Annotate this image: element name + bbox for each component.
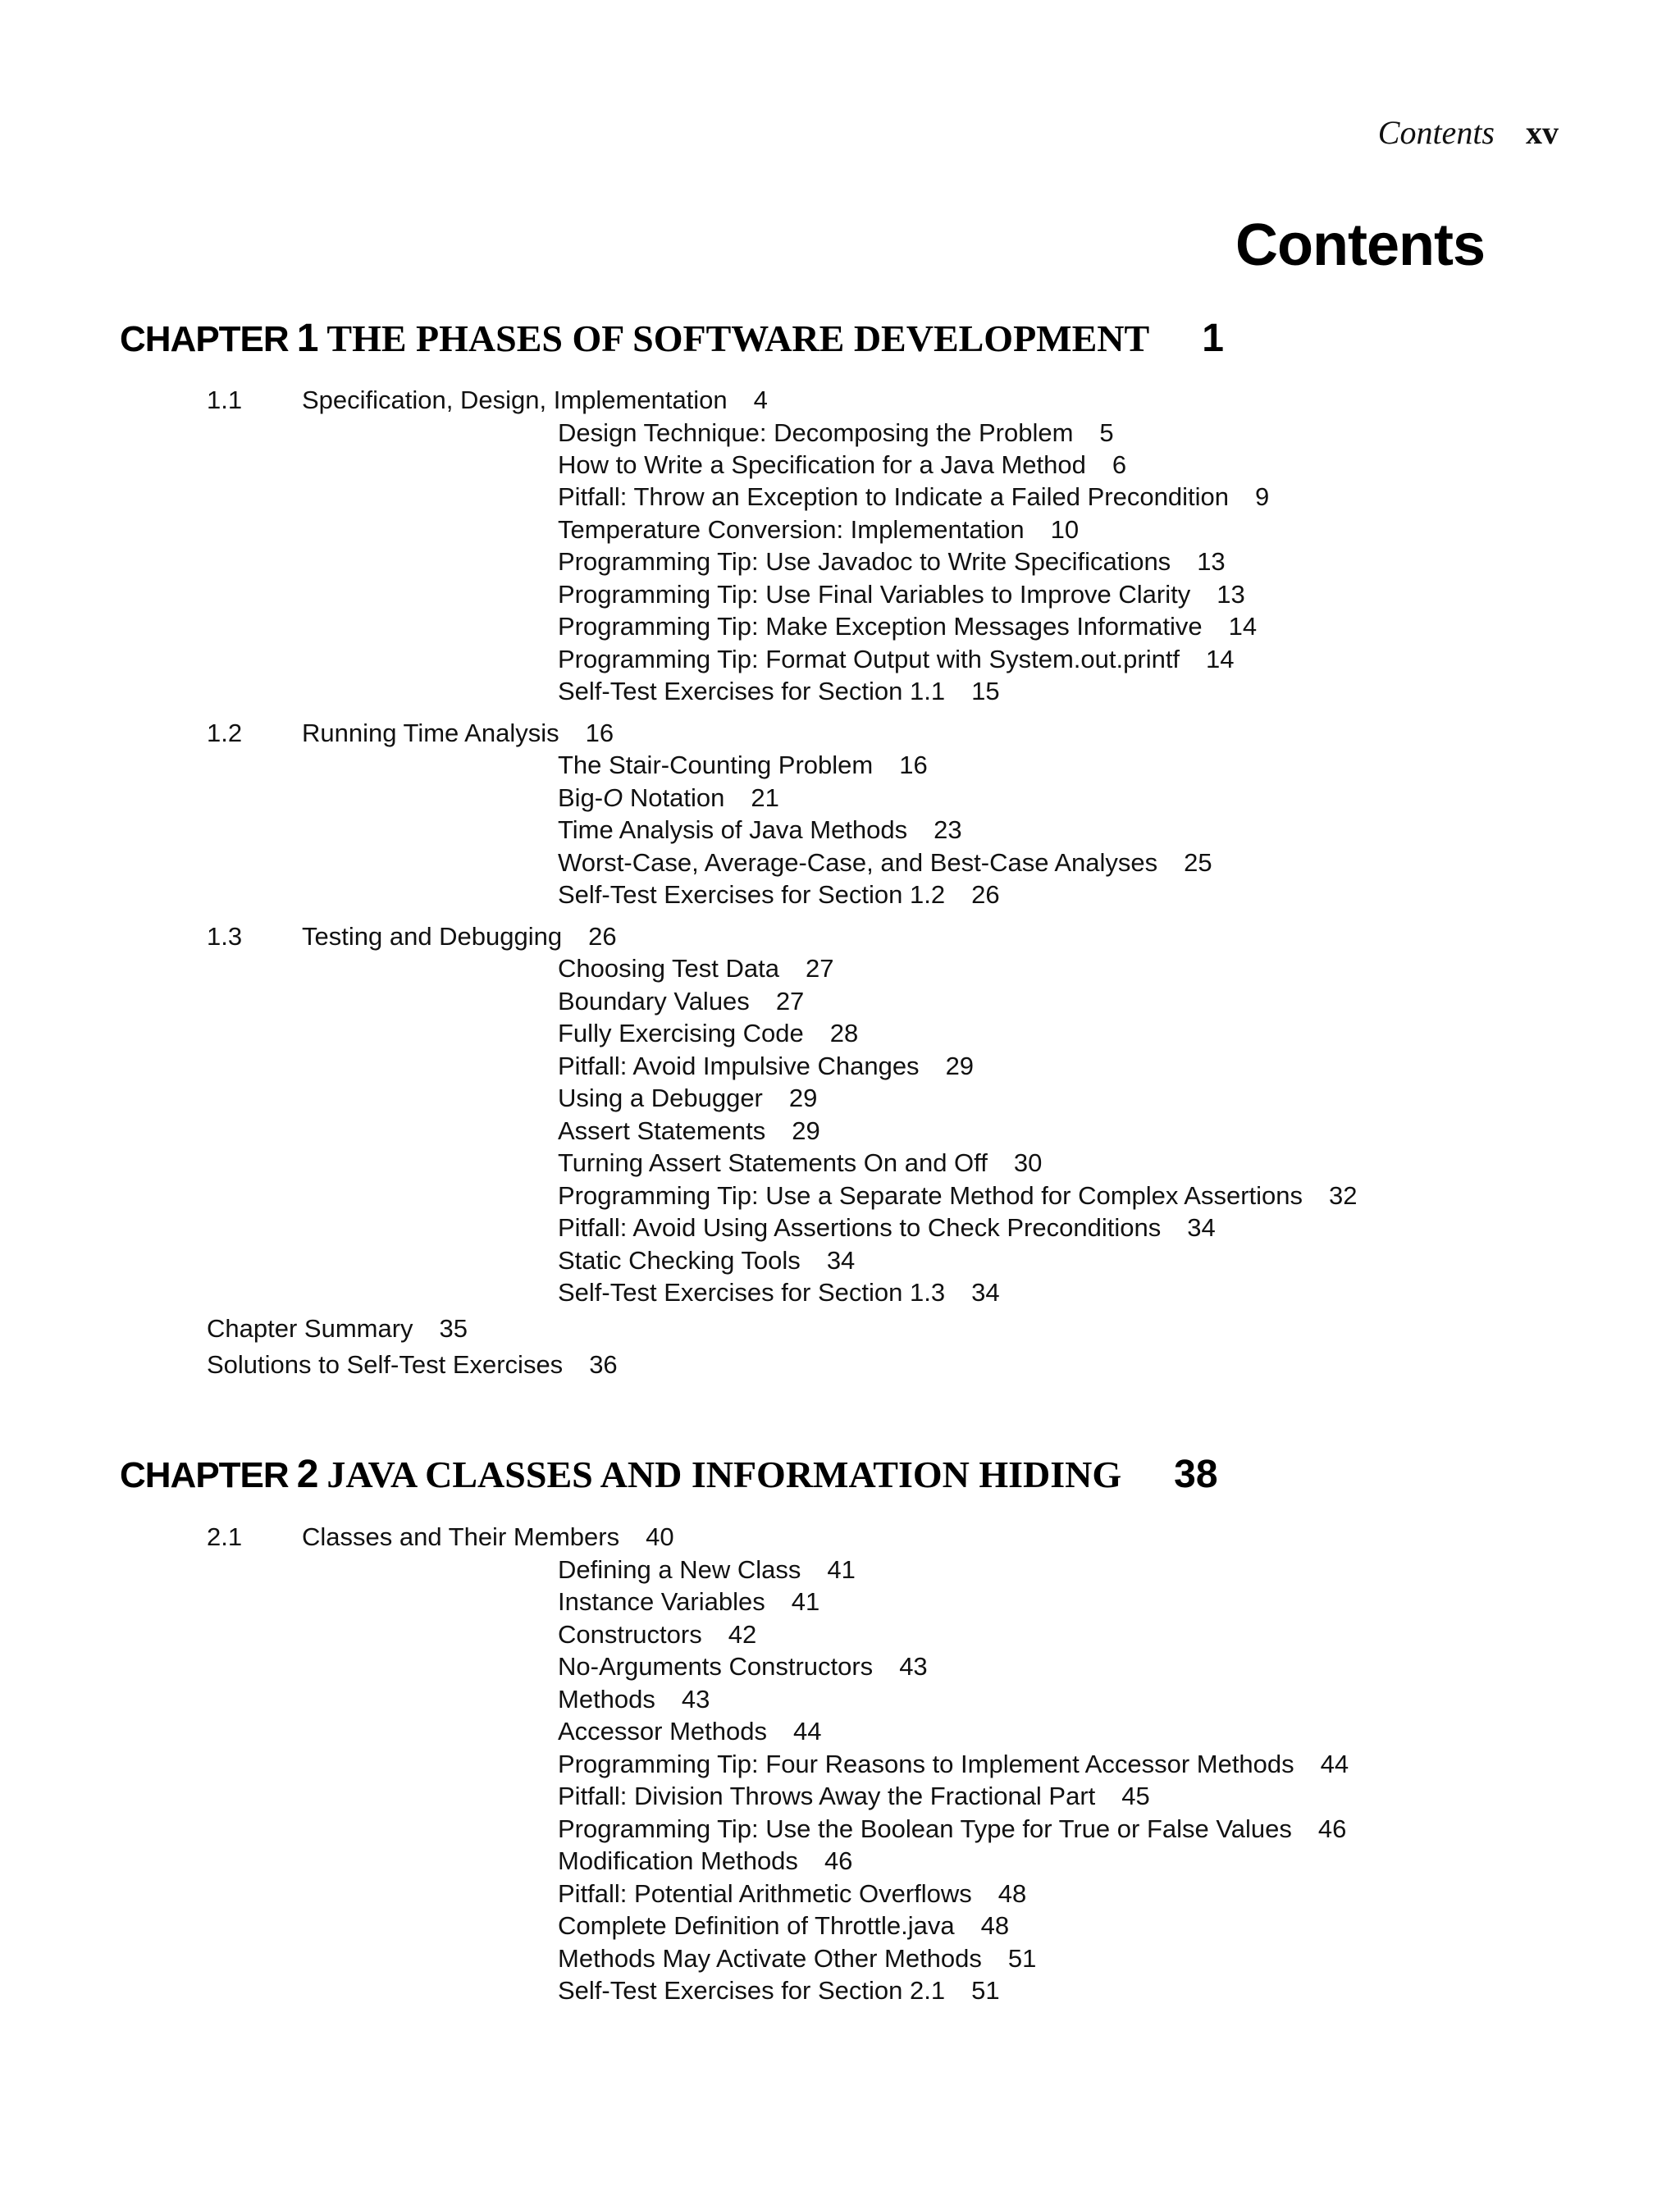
subentry-title: Big-O Notation — [558, 783, 725, 812]
subentry-page: 16 — [899, 751, 928, 779]
subentry-title: Methods — [558, 1685, 655, 1714]
subentry-title: Programming Tip: Make Exception Messages Informative — [558, 612, 1203, 641]
subentry-page: 45 — [1121, 1782, 1150, 1810]
subentry-page: 43 — [681, 1685, 710, 1714]
subentry-page: 23 — [934, 815, 962, 844]
section-title-with-page — [302, 386, 768, 415]
running-head — [1378, 113, 1559, 152]
subentry-title: Design Technique: Decomposing the Problem — [558, 418, 1074, 447]
subentry-title: Time Analysis of Java Methods — [558, 815, 908, 844]
entry-title: Chapter Summary — [207, 1314, 413, 1343]
subentry-page: 46 — [1317, 1814, 1347, 1843]
subentry-title: Self-Test Exercises for Section 1.1 — [558, 677, 946, 705]
subentry-title: Modification Methods — [558, 1846, 798, 1875]
subentry-page: 14 — [1228, 612, 1258, 641]
chapter-page: 1 — [1202, 317, 1224, 360]
subentry-title: Methods May Activate Other Methods — [558, 1944, 982, 1973]
subentry-page: 21 — [751, 783, 779, 812]
entry-page: 36 — [589, 1350, 618, 1379]
chapter-heading[interactable] — [120, 1452, 1218, 1497]
subentry-page: 42 — [728, 1620, 757, 1649]
section-title: Running Time Analysis — [302, 719, 559, 747]
section-page: 40 — [646, 1522, 674, 1551]
section-page: 26 — [588, 922, 617, 951]
subentry-title: Using a Debugger — [558, 1084, 763, 1112]
subentry-title: Constructors — [558, 1620, 702, 1649]
section-title: Classes and Their Members — [302, 1522, 620, 1551]
subentry-title: Self-Test Exercises for Section 1.2 — [558, 880, 946, 909]
subentry-page: 44 — [793, 1717, 822, 1746]
subentry-title: Temperature Conversion: Implementation — [558, 515, 1025, 544]
subentry-title: No-Arguments Constructors — [558, 1652, 874, 1681]
subentry-page: 43 — [899, 1652, 928, 1681]
subentry-title: Complete Definition of Throttle.java — [558, 1911, 955, 1940]
subentry-page: 34 — [1187, 1213, 1216, 1242]
subentry-page: 13 — [1197, 547, 1226, 576]
subentry-title: Programming Tip: Use Final Variables to Improve Clarity — [558, 580, 1191, 609]
subentry-title: Instance Variables — [558, 1587, 765, 1616]
subentry-page: 48 — [998, 1879, 1027, 1908]
section-number: 1.2 — [207, 719, 243, 747]
section-page: 16 — [585, 719, 614, 747]
subentry-title: Defining a New Class — [558, 1555, 801, 1584]
subentry-title: Programming Tip: Use Javadoc to Write Specifications — [558, 547, 1171, 576]
subentry-page: 29 — [945, 1052, 975, 1080]
chapter-number: 1 — [296, 317, 319, 360]
subentry-title: Programming Tip: Format Output with System.out.printf — [558, 645, 1180, 673]
subentry-title: Boundary Values — [558, 987, 750, 1015]
section-title: Testing and Debugging — [302, 922, 563, 951]
subentry-title: Pitfall: Division Throws Away the Fractional Part — [558, 1782, 1096, 1810]
chapter-number: 2 — [296, 1453, 319, 1496]
page-title: Contents — [1235, 212, 1485, 278]
subentry-page: 44 — [1320, 1750, 1349, 1778]
chapter-heading[interactable] — [120, 316, 1224, 361]
subentry-page: 34 — [826, 1246, 856, 1275]
section-title: Specification, Design, Implementation — [302, 386, 728, 414]
subentry-title: Self-Test Exercises for Section 2.1 — [558, 1976, 946, 2005]
subentry-title: Accessor Methods — [558, 1717, 767, 1746]
subentry-title: Programming Tip: Four Reasons to Implement Accessor Methods — [558, 1750, 1294, 1778]
running-head-page-number: xv — [1526, 114, 1559, 151]
subentry-title: Assert Statements — [558, 1116, 766, 1145]
subentry-page: 27 — [805, 954, 834, 983]
subentry-title: Turning Assert Statements On and Off — [558, 1148, 988, 1177]
subentry-title: Self-Test Exercises for Section 1.3 — [558, 1278, 946, 1307]
chapter-page: 38 — [1174, 1453, 1218, 1496]
section-title-with-page — [302, 1522, 674, 1552]
subentry-page: 30 — [1013, 1148, 1043, 1177]
subentry-title: Programming Tip: Use the Boolean Type for True or False Values — [558, 1814, 1292, 1843]
subentry-page: 41 — [827, 1555, 856, 1584]
subentry-title: Pitfall: Avoid Using Assertions to Check Preconditions — [558, 1213, 1162, 1242]
subentry-title: How to Write a Specification for a Java Method — [558, 450, 1086, 479]
section-title-with-page — [302, 922, 617, 952]
subentry-page: 26 — [971, 880, 1000, 909]
chapter-title: JAVA CLASSES AND INFORMATION HIDING — [326, 1454, 1122, 1495]
chapter-label: CHAPTER — [120, 319, 289, 359]
subentry-page: 41 — [791, 1587, 820, 1616]
subentry-page: 34 — [971, 1278, 1000, 1307]
subentry-page: 14 — [1206, 645, 1235, 673]
section-title-with-page — [302, 719, 614, 748]
section-number: 1.1 — [207, 386, 243, 414]
subentry-title: Pitfall: Throw an Exception to Indicate a Failed Precondition — [558, 482, 1229, 511]
section-number: 1.3 — [207, 922, 243, 951]
subentry-page: 48 — [980, 1911, 1010, 1940]
chapter-label: CHAPTER — [120, 1455, 289, 1495]
subentry-page: 25 — [1184, 848, 1212, 877]
subentry-page: 51 — [971, 1976, 1000, 2005]
entry-title: Solutions to Self-Test Exercises — [207, 1350, 564, 1379]
subentry-page: 28 — [829, 1019, 859, 1047]
subentry-page: 5 — [1099, 418, 1114, 447]
subentry-title: Fully Exercising Code — [558, 1019, 804, 1047]
subentry-title: Pitfall: Avoid Impulsive Changes — [558, 1052, 920, 1080]
subentry-page: 29 — [792, 1116, 820, 1145]
subentry-title: Programming Tip: Use a Separate Method for Complex Assertions — [558, 1181, 1303, 1210]
subentry-page: 27 — [775, 987, 805, 1015]
running-head-title: Contents — [1377, 114, 1495, 151]
subentry-page: 10 — [1050, 515, 1080, 544]
subentry-page: 6 — [1112, 450, 1127, 479]
subentry-title: The Stair-Counting Problem — [558, 751, 874, 779]
subentry-title: Static Checking Tools — [558, 1246, 801, 1275]
chapter-title: THE PHASES OF SOFTWARE DEVELOPMENT — [326, 317, 1150, 359]
entry-page: 35 — [439, 1314, 468, 1343]
subentry-page: 46 — [824, 1846, 853, 1875]
subentry-page: 32 — [1329, 1181, 1358, 1210]
subentry-page: 13 — [1217, 580, 1245, 609]
subentry-page: 29 — [788, 1084, 818, 1112]
subentry-page: 15 — [971, 677, 1000, 705]
subentry-page: 51 — [1007, 1944, 1037, 1973]
subentry-title: Pitfall: Potential Arithmetic Overflows — [558, 1879, 972, 1908]
subentry-title: Choosing Test Data — [558, 954, 779, 983]
section-number: 2.1 — [207, 1522, 243, 1551]
section-page: 4 — [753, 386, 768, 414]
subentry-page: 9 — [1254, 482, 1270, 511]
subentry-title: Worst-Case, Average-Case, and Best-Case Analyses — [558, 848, 1158, 877]
